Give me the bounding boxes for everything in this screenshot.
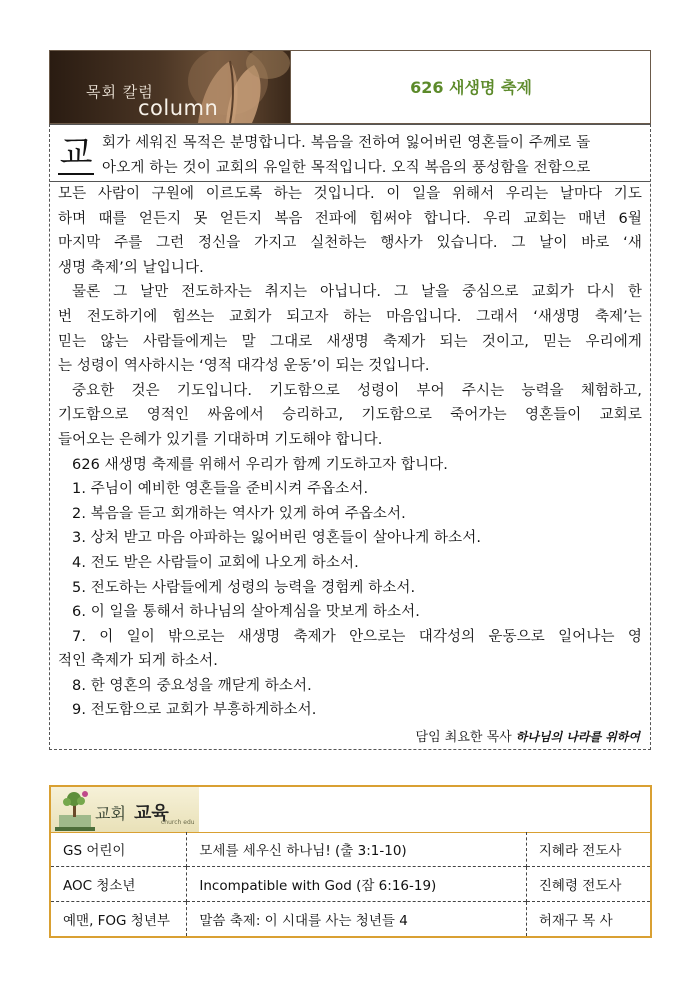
- body-line: 기도함으로 영적인 싸움에서 승리하고, 기도함으로 죽어가는 영혼들이 교회로: [58, 407, 642, 424]
- prayer-item: 7. 이 일이 밖으로는 새생명 축제가 안으로는 대각성의 운동으로 일어나는 영: [72, 628, 642, 645]
- teacher-cell: 진혜령 전도사: [526, 867, 650, 902]
- teacher-cell: 지혜라 전도사: [538, 843, 622, 859]
- education-header: [51, 787, 650, 833]
- column-banner: [50, 51, 290, 123]
- signature-name: 담임 최요한 목사: [415, 730, 512, 745]
- tree-icon: [55, 789, 95, 831]
- education-table: [51, 832, 650, 936]
- group-cell: AOC 청소년: [51, 867, 187, 902]
- body-line: 하며 때를 얻든지 못 얻든지 복음 전파에 힘써야 합니다. 우리 교회는 매년 6월: [58, 210, 642, 227]
- lesson-cell: 모세를 세우신 하나님! (출 3:1-10): [187, 832, 527, 867]
- body-line: 626 새생명 축제를 위해서 우리가 함께 기도하고자 합니다.: [72, 456, 449, 473]
- prayer-item: 6. 이 일을 통해서 하나님의 살아계심을 맛보게 하소서.: [72, 604, 420, 621]
- badge-subtitle: church edu: [161, 819, 195, 826]
- lesson-cell: 말씀 축제: 이 시대를 사는 청년들 4: [187, 902, 527, 937]
- drop-cap: 교: [59, 133, 93, 173]
- table-row: [51, 902, 650, 937]
- education-section: [49, 785, 652, 938]
- badge-word-education: 교육: [134, 803, 169, 824]
- body-line: 물론 그 날만 전도하자는 취지는 아닙니다. 그 날을 중심으로 교회가 다시 한: [72, 284, 642, 301]
- prayer-item: 2. 복음을 듣고 회개하는 역사가 있게 하여 주옵소서.: [72, 505, 406, 522]
- group-cell: GS 어린이: [51, 832, 187, 867]
- table-row: [51, 867, 650, 902]
- body-line: 번 전도하기에 힘쓰는 교회가 되고자 하는 마음입니다. 그래서 ‘새생명 축제’는: [58, 308, 642, 325]
- intro-line: 회가 세워진 목적은 분명합니다. 복음을 전하여 잃어버린 영혼들이 주께로 돌: [102, 135, 591, 151]
- prayer-item: 3. 상처 받고 마음 아파하는 잃어버린 영혼들이 살아나게 하소서.: [72, 530, 482, 547]
- prayer-item: 8. 한 영혼의 중요성을 깨닫게 하소서.: [72, 677, 312, 694]
- education-badge: [51, 787, 199, 832]
- column-title-box: [290, 51, 651, 123]
- banner-korean-label: 목회 칼럼: [86, 83, 154, 101]
- body-line: 믿는 않는 사람들에게는 말 그대로 새생명 축제가 되는 것이고, 믿는 우리에게: [58, 333, 642, 350]
- banner-english-label: column: [138, 96, 219, 120]
- prayer-item: 5. 전도하는 사람들에게 성령의 능력을 경험케 하소서.: [72, 579, 416, 596]
- body-line: 마지막 주를 그런 정신을 가지고 실천하는 행사가 있습니다. 그 날이 바로 ‘새: [58, 235, 642, 252]
- badge-word-church: 교회: [95, 804, 126, 823]
- intro-block: [50, 125, 650, 182]
- teacher-cell: 허재구 목 사: [526, 902, 650, 937]
- prayer-item-continued: 적인 축제가 되게 하소서.: [58, 653, 218, 670]
- prayer-item: 4. 전도 받은 사람들이 교회에 나오게 하소서.: [72, 554, 359, 571]
- body-line: 중요한 것은 기도입니다. 기도함으로 성령이 부어 주시는 능력을 체험하고,: [72, 382, 642, 399]
- body-line: 는 성령이 역사하시는 ‘영적 대각성 운동’이 되는 것입니다.: [58, 358, 430, 375]
- lesson-cell: Incompatible with God (잠 6:16-19): [187, 867, 527, 902]
- body-line: 모든 사람이 구원에 이르도록 하는 것입니다. 이 일을 위해서 우리는 날마다 기도: [58, 186, 642, 202]
- group-cell: 예맨, FOG 청년부: [51, 902, 187, 937]
- table-row: [51, 832, 650, 867]
- signature-script: 하나님의 나라를 위하여: [515, 730, 640, 744]
- author-signature: [416, 726, 640, 745]
- column-article: [49, 124, 651, 750]
- column-header: [49, 50, 651, 124]
- article-body: [58, 182, 642, 723]
- prayer-item: 9. 전도함으로 교회가 부흥하게하소서.: [72, 702, 317, 719]
- column-title: 626 새생명 축제: [410, 78, 532, 97]
- body-line: 생명 축제’의 날입니다.: [58, 259, 204, 276]
- intro-line: 아오게 하는 것이 교회의 유일한 목적입니다. 오직 복음의 풍성함을 전함으로: [102, 160, 591, 176]
- body-line: 들어오는 은혜가 있기를 기대하며 기도해야 합니다.: [58, 431, 383, 448]
- prayer-item: 1. 주님이 예비한 영혼들을 준비시켜 주옵소서.: [72, 481, 369, 498]
